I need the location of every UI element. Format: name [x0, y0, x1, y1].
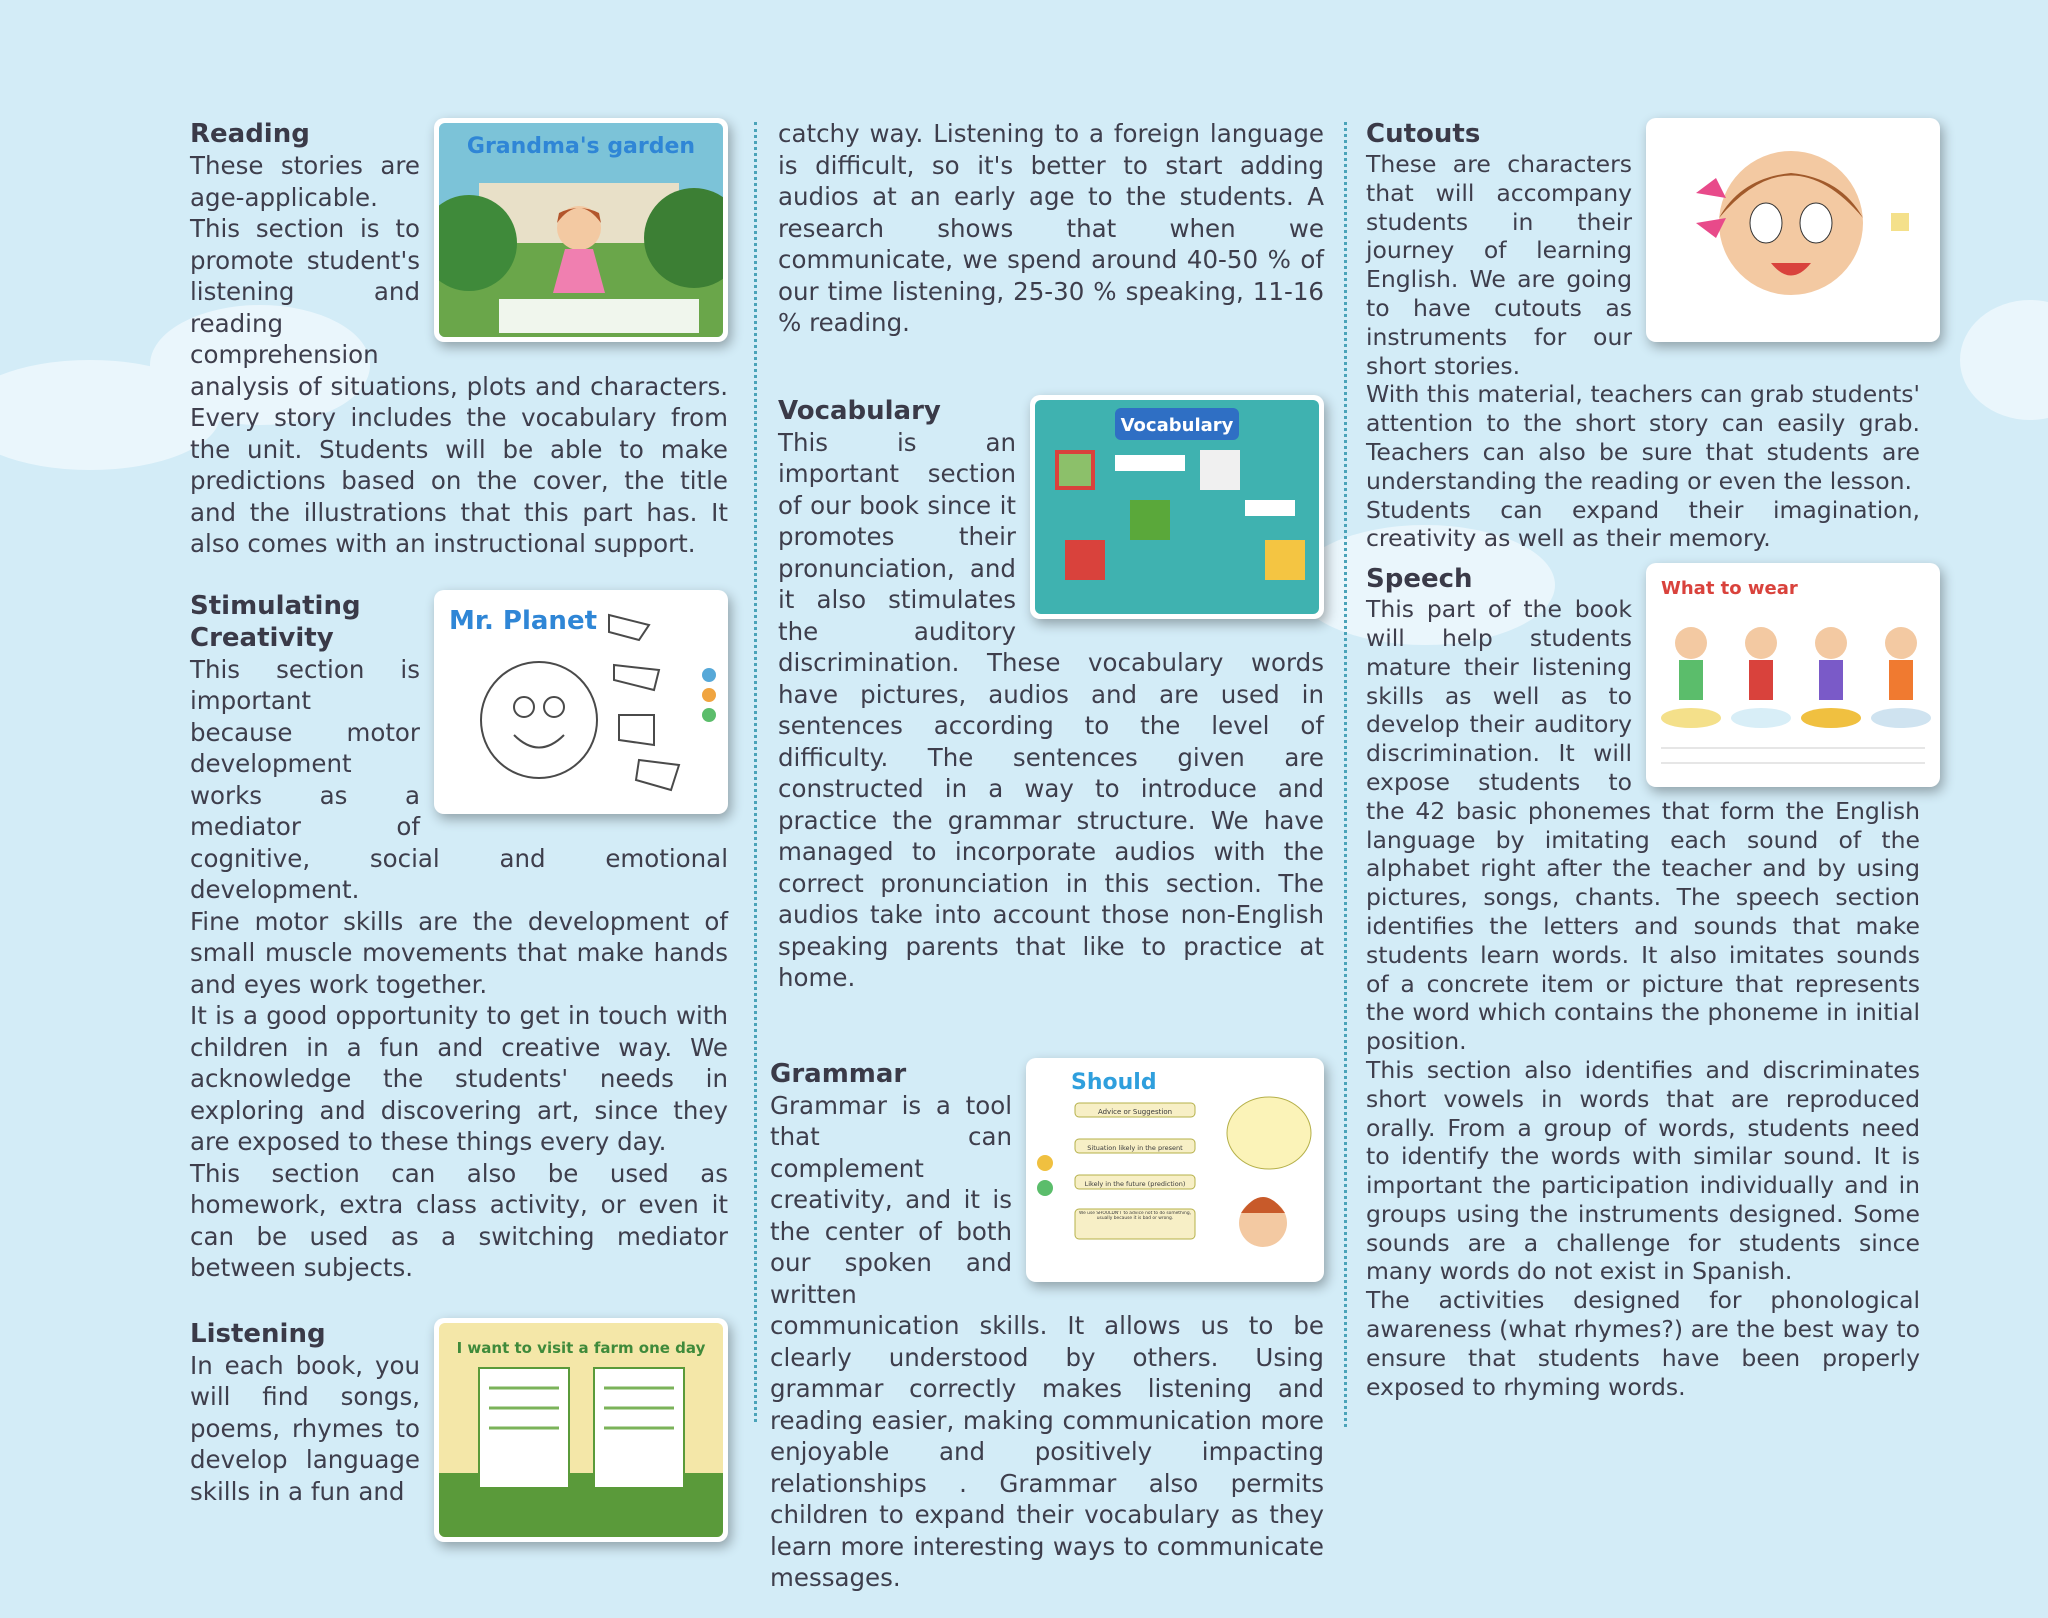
- creativity-paragraph: It is a good opportunity to get in touch with children in a fun and creative way. We acknowledge the students' needs in exploring and discovering art, since they are exposed to these things every day.: [190, 1001, 728, 1156]
- cutouts-paragraph: Students can expand their imagination, creativity as well as their memory.: [1366, 495, 1920, 553]
- cutouts-heading: Cutouts: [1366, 119, 1481, 149]
- reading-text: These stories are age-applicable. This section is to promote student's listening and reading comprehension analysis of situations, plots and characters. Every story includes the vocabulary from the unit. Students will be able to make predictions based on the cover, the title and the illustrations that this part has. It also comes with an instructional support.: [190, 151, 728, 558]
- column-1: [190, 118, 728, 1550]
- speech-paragraph: The activities designed for phonological awareness (what rhymes?) are the best way to ensure that students have been properly exposed to rhyming words.: [1366, 1286, 1920, 1401]
- vocabulary-section: [778, 395, 1324, 994]
- vocabulary-heading: Vocabulary: [778, 395, 941, 426]
- grammar-box-label: Advice or Suggestion: [1097, 1107, 1173, 1116]
- creativity-image-title: Mr. Planet: [449, 605, 598, 636]
- listening-text-part2: catchy way. Listening to a foreign language is difficult, so it's better to start adding audios at an early age to the students. A research shows that when we communicate, we spend around 40-50 % of our time listening, 25-30 % speaking, 11-16 % reading.: [778, 119, 1324, 337]
- should-grammar-illustration: [1031, 1063, 1319, 1277]
- vocabulary-text: This is an important section of our book since it promotes their pronunciation, and it also stimulates the auditory discrimination. These vocabulary words have pictures, audios and are used in sentences according to the level of difficulty. The sentences given are constructed in a way to introduce and practice the grammar structure. We have managed to incorporate audios with the correct pronunciation in this section. The audios take into account those non-English speaking parents that like to practice at home.: [778, 427, 1324, 992]
- reading-illustration: [434, 118, 728, 342]
- grammar-box-label: We use SHOULDN'T to advice not to do something, usually because it is bad or wrong.: [1078, 1210, 1191, 1221]
- cutouts-paragraph: These are characters that will accompany students in their journey of learning English. We are going to have cutouts as instruments for our short stories.: [1366, 150, 1632, 380]
- listening-illustration: [434, 1318, 728, 1542]
- reading-section: [190, 118, 728, 560]
- speech-heading: Speech: [1366, 564, 1473, 595]
- creativity-paragraph: Fine motor skills are the development of small muscle movements that make hands and eyes work together.: [190, 906, 728, 999]
- column-2: [770, 118, 1324, 1618]
- creativity-illustration: [434, 590, 728, 814]
- background-cloud: [1960, 300, 2048, 420]
- speech-illustration: [1646, 563, 1940, 787]
- creativity-paragraph: This section is important because motor development works as a mediator of cognitive, social and emotional development.: [190, 654, 728, 904]
- grammar-box-label: Situation likely in the present: [1087, 1143, 1183, 1152]
- listening-image-title: I want to visit a farm one day: [456, 1338, 706, 1357]
- planet-cutout-illustration: [439, 595, 723, 809]
- speech-paragraph: This section also identifies and discriminates short vowels in words that are reproduced orally. From a group of words, students need to identify the words with similar sound. It is important the participation individually and in groups using the instruments designed. Some sounds are a challenge for students since many words do not exist in Spanish.: [1366, 1055, 1920, 1286]
- speech-image-title: What to wear: [1661, 578, 1798, 600]
- reading-heading: Reading: [190, 119, 310, 149]
- creativity-heading: Stimulating Creativity: [190, 590, 361, 653]
- cutouts-illustration: [1646, 118, 1940, 342]
- speech-section: [1366, 563, 1920, 1401]
- reading-image-title: Grandma's garden: [466, 134, 696, 159]
- speech-paragraph: This part of the book will help students mature their listening skills as well as to develop their auditory discrimination. It will expose students to the 42 basic phonemes that form the English language by imitating each sound of the alphabet right after the teacher and by using pictures, songs, chants. The speech section identifies the letters and sounds that make students learn words. It also imitates sounds of a concrete item or picture that represents the word which contains the phoneme in initial position.: [1366, 595, 1920, 1056]
- clothes-weather-illustration: [1651, 568, 1935, 782]
- creativity-section: [190, 590, 728, 1284]
- grammar-text: Grammar is a tool that can complement creativity, and it is the center of both our spoken and written communication skills. It allows us to be clearly understood by others. Using grammar correctly makes listening and reading easier, making communication more enjoyable and positively impacting relationships . Grammar also permits children to expand their vocabulary as they learn more interesting ways to communicate messages.: [770, 1090, 1324, 1592]
- listening-heading: Listening: [190, 1318, 326, 1349]
- garden-illustration: [439, 123, 723, 337]
- vocabulary-illustration: [1030, 395, 1324, 619]
- cutout-character-illustration: [1651, 123, 1935, 337]
- column-divider: [1344, 122, 1347, 1427]
- creativity-paragraph: This section can also be used as homework, extra class activity, or even it can be used as a switching mediator between subjects.: [190, 1158, 728, 1282]
- vocabulary-board-illustration: [1035, 400, 1319, 614]
- column-divider: [754, 122, 757, 1422]
- vocabulary-image-title: Vocabulary: [1120, 414, 1234, 436]
- cutouts-section: [1366, 118, 1920, 553]
- grammar-box-label: Likely in the future (prediction): [1084, 1179, 1186, 1188]
- grammar-heading: Grammar: [770, 1058, 907, 1089]
- grammar-image-title: Should: [1071, 1069, 1157, 1095]
- listening-section: [190, 1318, 728, 1508]
- farm-song-illustration: [439, 1323, 723, 1537]
- listening-text-part1: In each book, you will find songs, poems, rhymes to develop language skills in a fun and: [190, 1350, 420, 1506]
- cutouts-paragraph: With this material, teachers can grab students' attention to the short story can easily grab. Teachers can also be sure that students are understanding the reading or even the lesson.: [1366, 380, 1920, 495]
- column-3: [1366, 118, 1920, 1425]
- grammar-section: [770, 1058, 1324, 1594]
- grammar-illustration: [1026, 1058, 1324, 1282]
